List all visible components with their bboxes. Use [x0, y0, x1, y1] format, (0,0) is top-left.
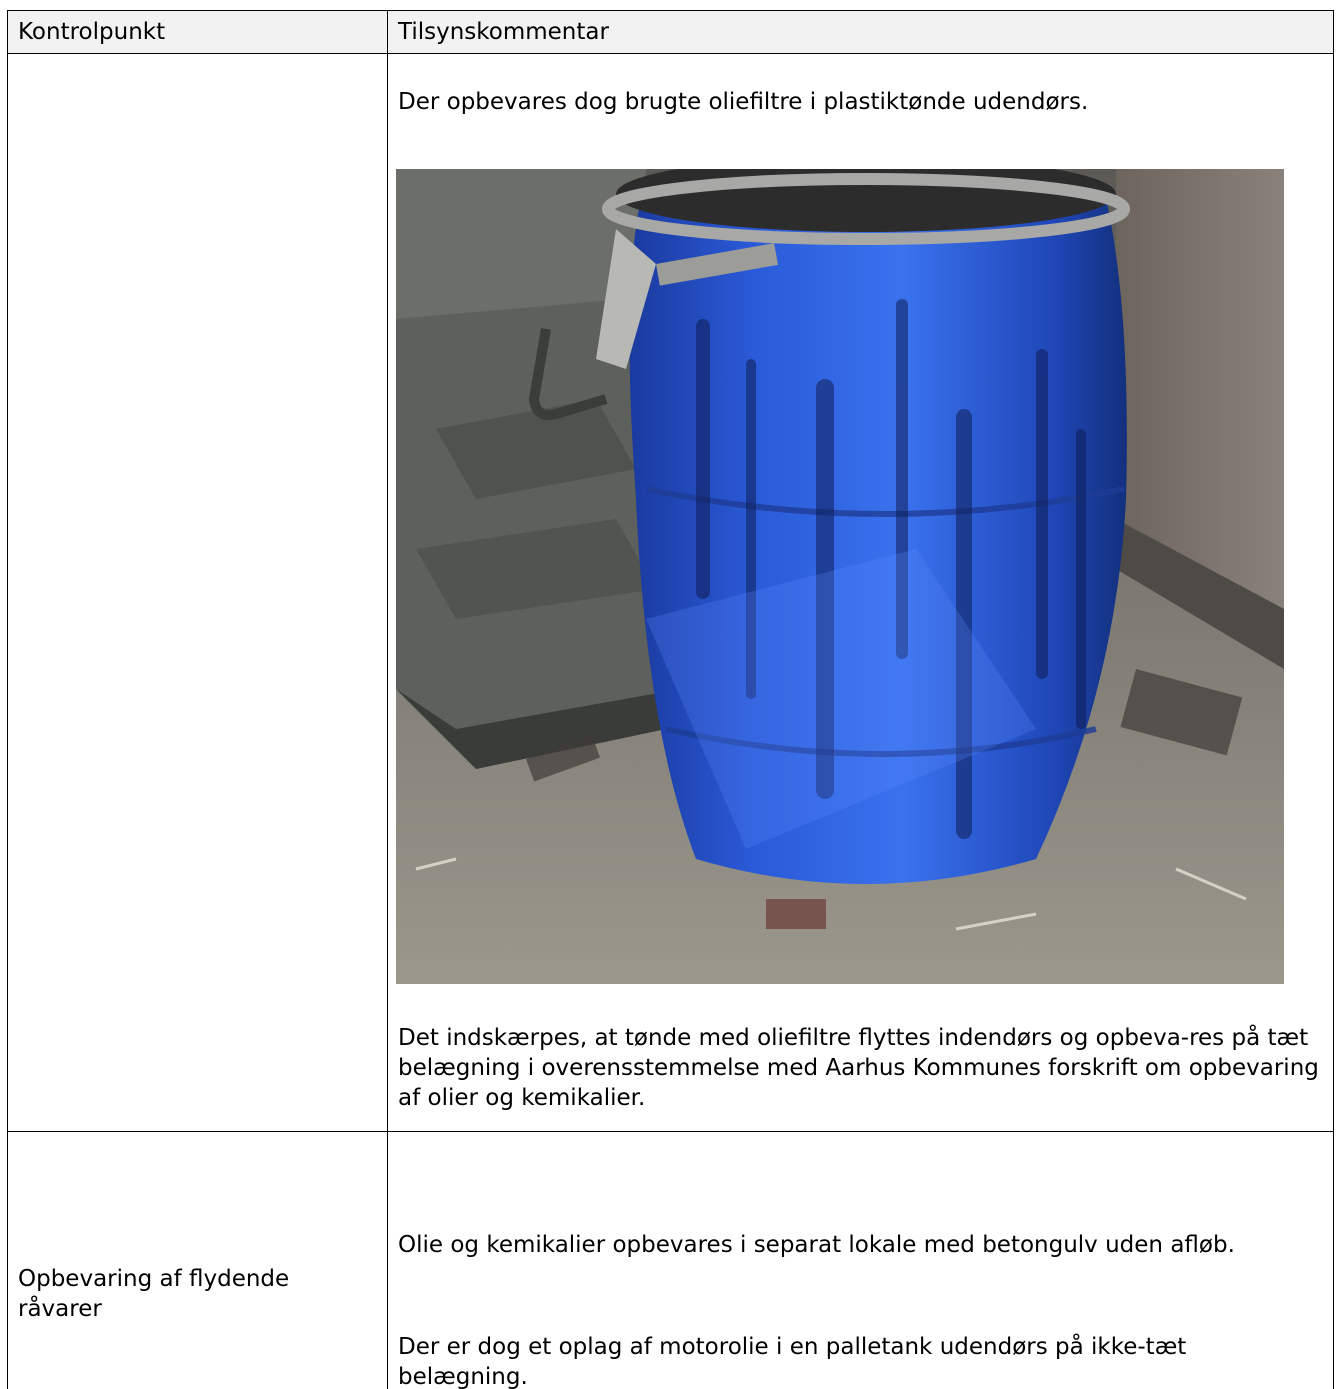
- inspection-table: [7, 10, 1334, 1389]
- comment-intro: Der opbevares dog brugte oliefiltre i plastiktønde udendørs.: [398, 89, 1089, 115]
- table-row: [8, 54, 1334, 1132]
- enforcement-text: Det indskærpes, at tønde med oliefiltre flyttes indendørs og opbeva-res på tæt belægning i overensstemmelse med Aarhus Kommunes forskrift om opbevaring af olier og kemikalier.: [398, 1025, 1319, 1111]
- checkpoint-cell: [8, 1132, 388, 1389]
- comment-cell: [388, 1132, 1334, 1389]
- barrel-photo: [396, 169, 1284, 984]
- checkpoint-label: Opbevaring af flydende råvarer: [18, 1266, 290, 1322]
- comment-pallet-tank: Der er dog et oplag af motorolie i en palletank udendørs på ikke-tæt belægning.: [398, 1334, 1187, 1389]
- table-row: [8, 1132, 1334, 1389]
- header-checkpoint: Kontrolpunkt: [8, 11, 388, 54]
- comment-cell: [388, 54, 1334, 1132]
- table-header-row: [8, 11, 1334, 54]
- header-comment: Tilsynskommentar: [388, 11, 1334, 54]
- comment-storage: Olie og kemikalier opbevares i separat lokale med betongulv uden afløb.: [398, 1232, 1235, 1258]
- checkpoint-cell: [8, 54, 388, 1132]
